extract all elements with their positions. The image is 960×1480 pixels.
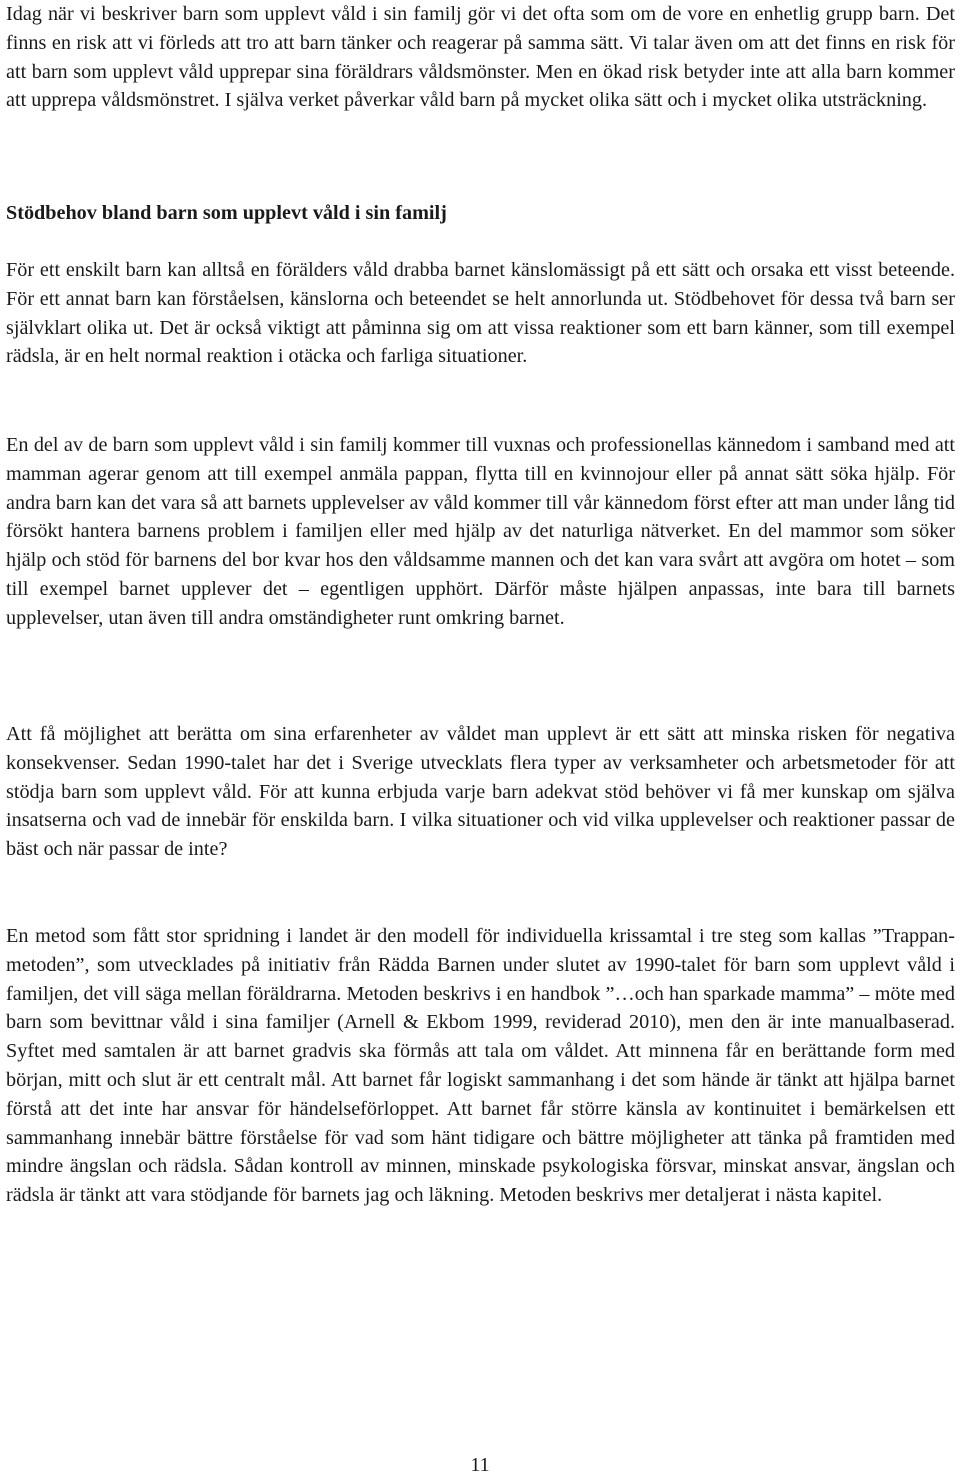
section-heading: Stödbehov bland barn som upplevt våld i sin familj (6, 202, 447, 224)
page-number: 11 (470, 1454, 490, 1476)
paragraph-trappan-method: En metod som fått stor spridning i landet är den modell för individuella krissamtal i tre steg som kallas ”Trappan-metoden”, som utvecklades på initiativ från Rädda Barnen under slutet av 1990-talet för barn som upplevt våld i familjen, det vill säga mellan föräldrarna. Metoden beskrivs i en handbok ”…och han sparkade mamma” – möte med barn som bevittnar våld i sina familjer (Arnell & Ekbom 1999, reviderad 2010), men den är inte manualbaserad. Syftet med samtalen är att barnet gradvis ska förmås att tala om våldet. Att minnena får en berättande form med början, mitt och slut är ett centralt mål. Att barnet får logiskt sammanhang i det som hände är tänkt att hjälpa barnet förstå att det inte har ansvar för händelseförloppet. Att barnet får större känsla av kontinuitet i bemärkelsen ett sammanhang innebär bättre förståelse för vad som hänt tidigare och bättre möjligheter att tänka på framtiden med mindre ängslan och rädsla. Sådan kontroll av minnen, minskade psykologiska försvar, minskat ansvar, ängslan och rädsla är tänkt att vara stödjande för barnets jag och läkning. Metoden beskrivs mer detaljerat i nästa kapitel. (6, 925, 955, 1207)
paragraph-support-needs: För ett enskilt barn kan alltså en förälders våld drabba barnet känslomässigt på ett sätt och orsaka ett visst beteende. För ett annat barn kan förståelsen, känslorna och beteendet se helt annorlunda ut. Stödbehovet för dessa två barn ser självklart olika ut. Det är också viktigt att påminna sig om att vissa reaktioner som ett barn känner, som till exempel rädsla, är en helt normal reaktion i otäcka och farliga situationer. (6, 259, 955, 368)
paragraph-awareness: En del av de barn som upplevt våld i sin familj kommer till vuxnas och professionellas kännedom i samband med att mamman agerar genom att till exempel anmäla pappan, flytta till en kvinnojour eller på annat sätt söka hjälp. För andra barn kan det vara så att barnets upplevelser av våld kommer till vår kännedom först efter att man under lång tid försökt hantera barnens problem i familjen eller med hjälp av det naturliga nätverket. En del mammor som söker hjälp och stöd för barnens del bor kvar hos den våldsamme mannen och det kan vara svårt att avgöra om hotet – som till exempel barnet upplever det – egentligen upphört. Därför måste hjälpen anpassas, inte bara till barnets upplevelser, utan även till andra omständigheter runt omkring barnet. (6, 434, 955, 629)
paragraph-intro: Idag när vi beskriver barn som upplevt våld i sin familj gör vi det ofta som om de vore en enhetlig grupp barn. Det finns en risk att vi förleds att tro att barn tänker och reagerar på samma sätt. Vi talar även om att det finns en risk för att barn som upplevt våld upprepar sina föräldrars våldsmönster. Men en ökad risk betyder inte att alla barn kommer att upprepa våldsmönstret. I själva verket påverkar våld barn på mycket olika sätt och i mycket olika utsträckning. (6, 3, 955, 112)
paragraph-telling: Att få möjlighet att berätta om sina erfarenheter av våldet man upplevt är ett sätt att minska risken för negativa konsekvenser. Sedan 1990-talet har det i Sverige utvecklats flera typer av verksamheter och arbetsmetoder för att stödja barn som upplevt våld. För att kunna erbjuda varje barn adekvat stöd behöver vi få mer kunskap om själva insatserna och vad de innebär för enskilda barn. I vilka situationer och vid vilka upplevelser och reaktioner passar de bäst och när passar de inte? (6, 723, 955, 861)
